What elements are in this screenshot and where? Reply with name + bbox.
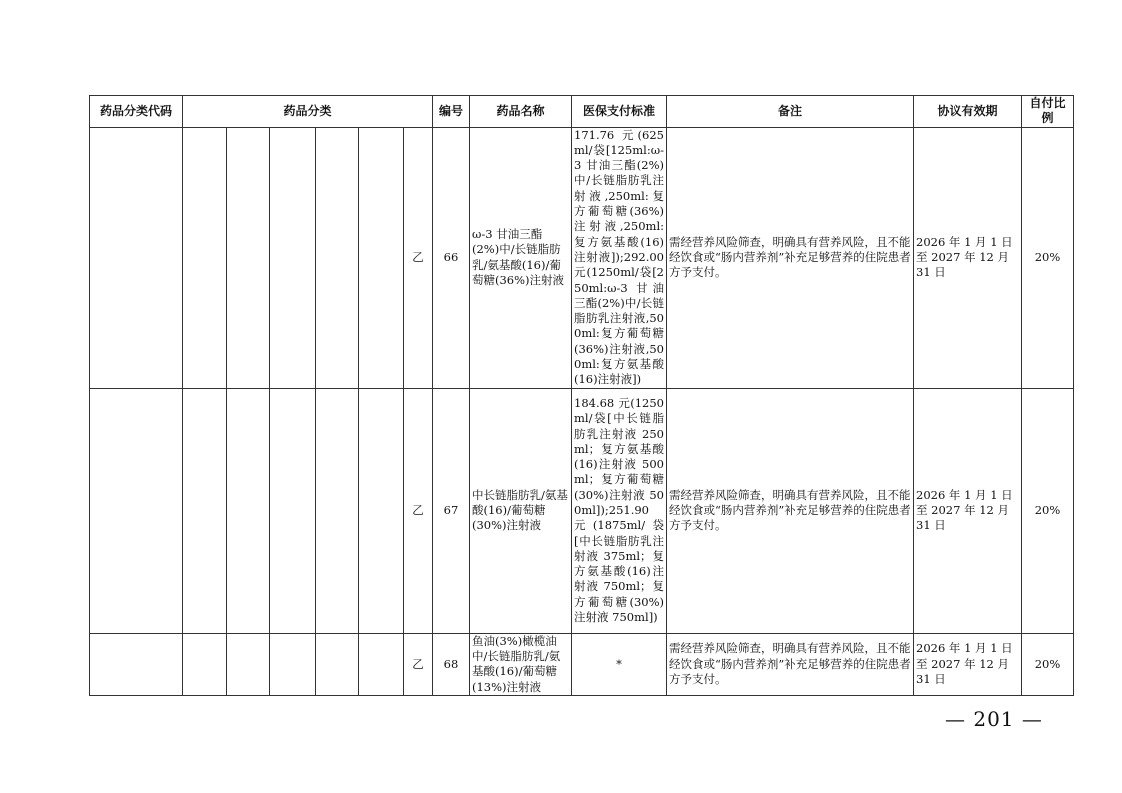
ratio-cell: 20% bbox=[1022, 388, 1074, 633]
ratio-cell: 20% bbox=[1022, 633, 1074, 695]
header-name: 药品名称 bbox=[470, 96, 572, 128]
header-remark: 备注 bbox=[667, 96, 914, 128]
number-cell: 67 bbox=[433, 388, 470, 633]
period-cell: 2026 年 1 月 1 日至 2027 年 12 月 31 日 bbox=[914, 388, 1022, 633]
remark-cell: 需经营养风险筛查，明确具有营养风险，且不能经饮食或“肠内营养剂”补充足够营养的住院患者方予支付。 bbox=[667, 127, 914, 388]
category-cell bbox=[183, 127, 227, 388]
category-cell bbox=[359, 127, 404, 388]
type-cell: 乙 bbox=[404, 388, 433, 633]
header-number: 编号 bbox=[433, 96, 470, 128]
type-cell: 乙 bbox=[404, 633, 433, 695]
category-cell bbox=[316, 633, 359, 695]
table-row bbox=[90, 633, 1074, 695]
remark-cell: 需经营养风险筛查，明确具有营养风险，且不能经饮食或“肠内营养剂”补充足够营养的住院患者方予支付。 bbox=[667, 633, 914, 695]
drug-list-table bbox=[89, 95, 1074, 696]
number-cell: 66 bbox=[433, 127, 470, 388]
header-category: 药品分类 bbox=[183, 96, 433, 128]
payment-standard-cell: 171.76 元(625ml/袋[125ml:ω-3 甘油三酯(2%)中/长链脂肪乳注射液,250ml:复方葡萄糖(36%)注射液,250ml:复方氨基酸(16)注射液]);292.00 元(1250ml/袋[250ml:ω-3 甘油三酯(2%)中/长链脂肪乳注射液,500ml:复方葡萄糖(36%)注射液,500ml:复方氨基酸(16)注射液]) bbox=[572, 127, 667, 388]
header-standard: 医保支付标准 bbox=[572, 96, 667, 128]
category-cell bbox=[270, 633, 316, 695]
code-cell bbox=[90, 388, 183, 633]
category-cell bbox=[227, 127, 270, 388]
category-cell bbox=[227, 388, 270, 633]
drug-name-cell: ω-3 甘油三酯(2%)中/长链脂肪乳/氨基酸(16)/葡萄糖(36%)注射液 bbox=[470, 127, 572, 388]
category-cell bbox=[183, 633, 227, 695]
payment-standard-cell: * bbox=[572, 633, 667, 695]
category-cell bbox=[316, 127, 359, 388]
drug-name-cell: 中长链脂肪乳/氨基酸(16)/葡萄糖(30%)注射液 bbox=[470, 388, 572, 633]
code-cell bbox=[90, 127, 183, 388]
category-cell bbox=[270, 127, 316, 388]
code-cell bbox=[90, 633, 183, 695]
page-number: — 201 — bbox=[945, 707, 1043, 731]
category-cell bbox=[270, 388, 316, 633]
header-ratio: 自付比例 bbox=[1022, 96, 1074, 128]
category-cell bbox=[183, 388, 227, 633]
drug-name-cell: 鱼油(3%)橄榄油中/长链脂肪乳/氨基酸(16)/葡萄糖(13%)注射液 bbox=[470, 633, 572, 695]
table-header-row bbox=[90, 96, 1074, 128]
header-code: 药品分类代码 bbox=[90, 96, 183, 128]
category-cell bbox=[316, 388, 359, 633]
type-cell: 乙 bbox=[404, 127, 433, 388]
payment-standard-cell: 184.68 元(1250ml/袋[中长链脂肪乳注射液 250ml；复方氨基酸(16)注射液 500ml；复方葡萄糖(30%)注射液 500ml]);251.90 元(1875ml/袋[中长链脂肪乳注射液 375ml；复方氨基酸(16)注射液 750ml；复方葡萄糖(30%)注射液 750ml]) bbox=[572, 388, 667, 633]
header-period: 协议有效期 bbox=[914, 96, 1022, 128]
ratio-cell: 20% bbox=[1022, 127, 1074, 388]
category-cell bbox=[227, 633, 270, 695]
remark-cell: 需经营养风险筛查，明确具有营养风险，且不能经饮食或“肠内营养剂”补充足够营养的住院患者方予支付。 bbox=[667, 388, 914, 633]
table-row bbox=[90, 388, 1074, 633]
category-cell bbox=[359, 633, 404, 695]
period-cell: 2026 年 1 月 1 日至 2027 年 12 月 31 日 bbox=[914, 127, 1022, 388]
table-row bbox=[90, 127, 1074, 388]
category-cell bbox=[359, 388, 404, 633]
period-cell: 2026 年 1 月 1 日至 2027 年 12 月 31 日 bbox=[914, 633, 1022, 695]
number-cell: 68 bbox=[433, 633, 470, 695]
